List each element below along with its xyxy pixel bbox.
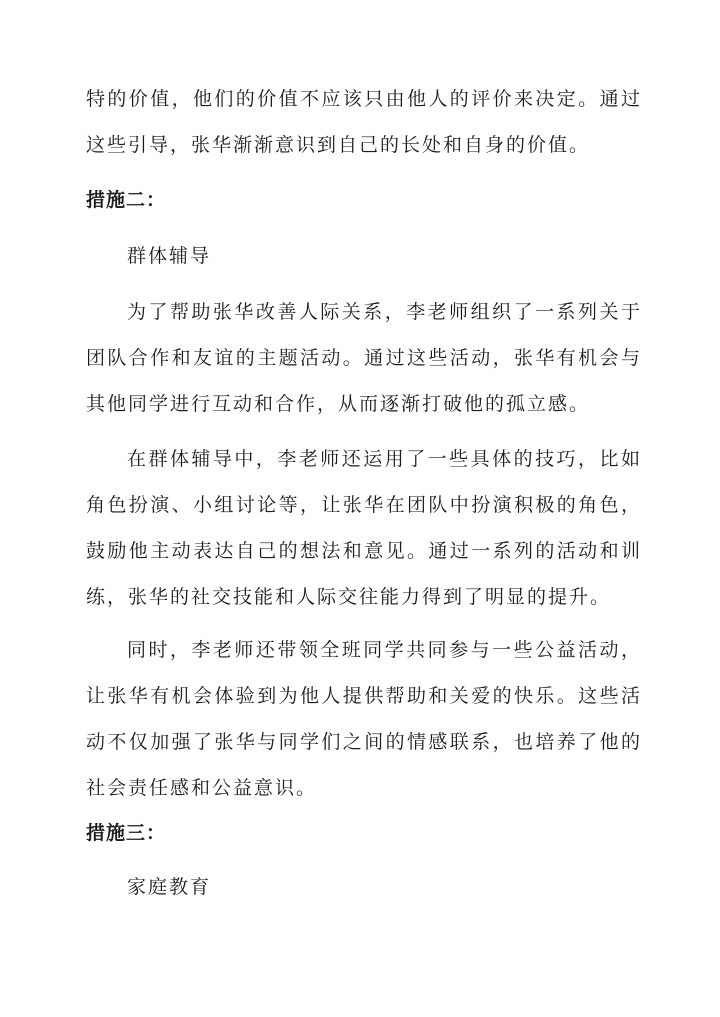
heading-measure-2: 措施二： [86,189,167,211]
subheading-group-counseling: 群体辅导 [127,245,212,267]
heading-measure-3: 措施三： [86,822,167,844]
subheading-family-education: 家庭教育 [127,876,212,898]
paragraph-continuation: 特的价值，他们的价值不应该只由他人的评价来决定。通过这些引导，张华渐渐意识到自己的长处和自身的价值。 [86,88,642,156]
paragraph-group-activities: 为了帮助张华改善人际关系，李老师组织了一系列关于团队合作和友谊的主题活动。通过这些活动，张华有机会与其他同学进行互动和合作，从而逐渐打破他的孤立感。 [86,301,642,415]
paragraph-public-welfare: 同时，李老师还带领全班同学共同参与一些公益活动，让张华有机会体验到为他人提供帮助和关爱的快乐。这些活动不仅加强了张华与同学们之间的情感联系，也培养了他的社会责任感和公益意识。 [86,639,642,799]
paragraph-group-techniques: 在群体辅导中，李老师还运用了一些具体的技巧，比如角色扮演、小组讨论等，让张华在团队中扮演积极的角色，鼓励他主动表达自己的想法和意见。通过一系列的活动和训练，张华的社交技能和人际交往能力得到了明显的提升。 [86,448,642,608]
